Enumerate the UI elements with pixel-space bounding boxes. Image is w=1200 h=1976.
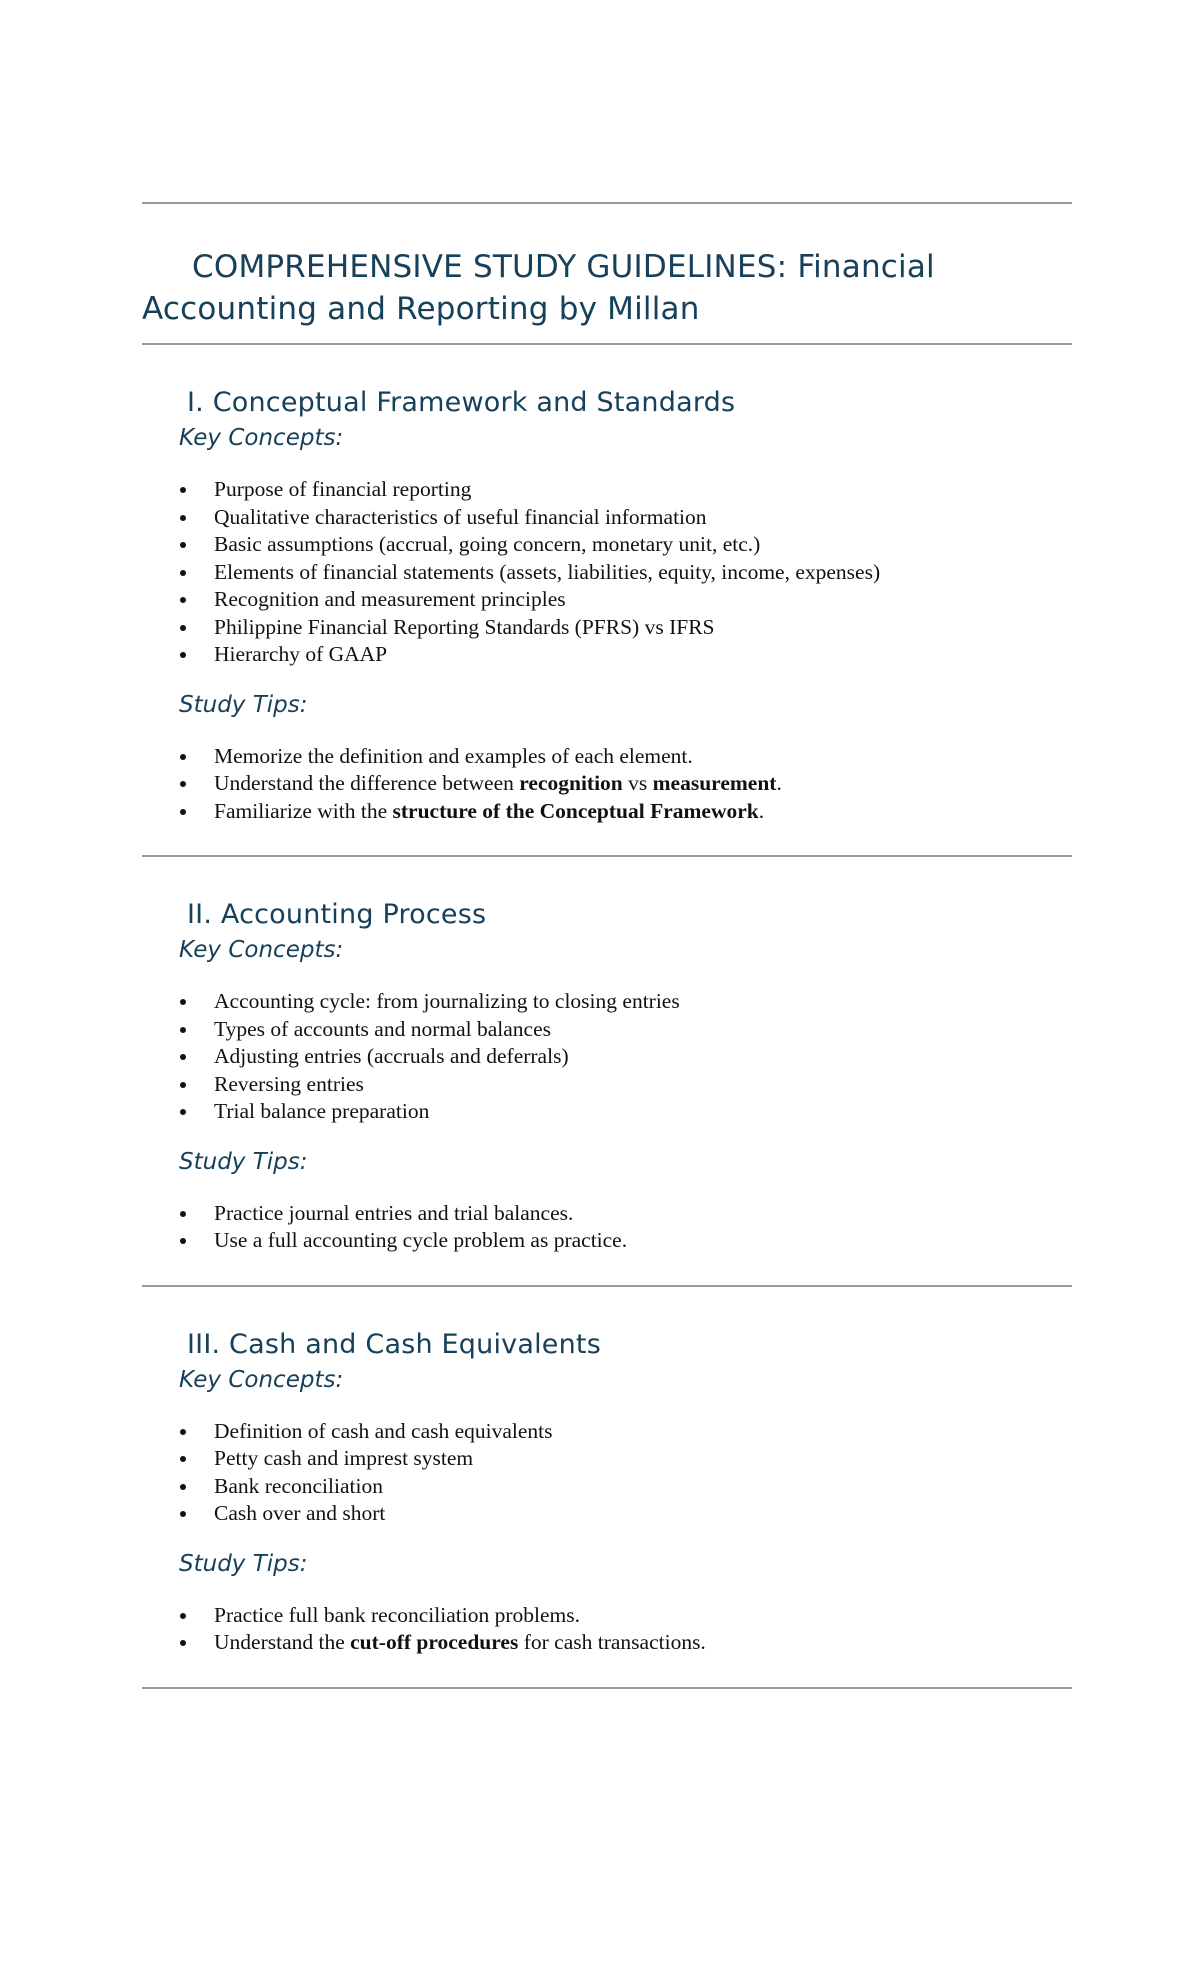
bullet-icon xyxy=(180,1456,186,1462)
bullet-icon xyxy=(180,999,186,1005)
bullet-icon xyxy=(180,652,186,658)
list-item: Familiarize with the structure of the Conceptual Framework. xyxy=(180,798,1072,826)
bullet-icon xyxy=(180,570,186,576)
list-item: Adjusting entries (accruals and deferrals) xyxy=(180,1043,1072,1071)
list-item: Reversing entries xyxy=(180,1071,1072,1099)
bullet-icon xyxy=(180,1054,186,1060)
bullet-icon xyxy=(180,515,186,521)
list-item: Elements of financial statements (assets, liabilities, equity, income, expenses) xyxy=(180,559,1072,587)
list-item: Practice full bank reconciliation problems. xyxy=(180,1602,1072,1630)
bullet-icon xyxy=(180,1082,186,1088)
list-item: Use a full accounting cycle problem as practice. xyxy=(180,1227,1072,1255)
bullet-icon xyxy=(180,781,186,787)
document-page xyxy=(142,0,1072,1689)
study-tips-label: Study Tips: xyxy=(179,691,308,718)
section-conceptual-framework xyxy=(142,385,1072,825)
key-concepts-list xyxy=(142,988,1072,1126)
bullet-icon xyxy=(180,597,186,603)
bullet-icon xyxy=(180,1640,186,1646)
list-item: Bank reconciliation xyxy=(180,1473,1072,1501)
bullet-icon xyxy=(180,1613,186,1619)
study-tips-list xyxy=(142,1602,1072,1657)
list-item: Philippine Financial Reporting Standards (PFRS) vs IFRS xyxy=(180,614,1072,642)
bullet-icon xyxy=(180,1429,186,1435)
bullet-icon xyxy=(180,1511,186,1517)
study-tips-label: Study Tips: xyxy=(179,1550,308,1577)
study-tips-list xyxy=(142,1200,1072,1255)
bullet-icon xyxy=(180,542,186,548)
bullet-icon xyxy=(180,754,186,760)
list-item: Purpose of financial reporting xyxy=(180,476,1072,504)
divider xyxy=(142,1687,1072,1689)
list-item: Qualitative characteristics of useful financial information xyxy=(180,504,1072,532)
list-item: Definition of cash and cash equivalents xyxy=(180,1418,1072,1446)
list-item: Cash over and short xyxy=(180,1500,1072,1528)
list-item: Understand the difference between recognition vs measurement. xyxy=(180,770,1072,798)
key-concepts-label: Key Concepts: xyxy=(179,425,344,451)
bullet-icon xyxy=(180,1484,186,1490)
key-concepts-label: Key Concepts: xyxy=(179,1366,344,1393)
bullet-icon xyxy=(180,1211,186,1217)
key-concepts-list xyxy=(142,1418,1072,1528)
bullet-icon xyxy=(180,1238,186,1244)
list-item: Memorize the definition and examples of each element. xyxy=(180,743,1072,771)
key-concepts-list xyxy=(142,476,1072,669)
bullet-icon xyxy=(180,487,186,493)
list-item: Accounting cycle: from journalizing to closing entries xyxy=(180,988,1072,1016)
list-item: Trial balance preparation xyxy=(180,1098,1072,1126)
section-heading: I. Conceptual Framework and Standards xyxy=(187,387,736,418)
bullet-icon xyxy=(180,1109,186,1115)
list-item: Hierarchy of GAAP xyxy=(180,641,1072,669)
list-item: Petty cash and imprest system xyxy=(180,1445,1072,1473)
section-heading: II. Accounting Process xyxy=(187,899,487,930)
bullet-icon xyxy=(180,625,186,631)
study-tips-label: Study Tips: xyxy=(179,1148,308,1175)
bullet-icon xyxy=(180,809,186,815)
list-item: Basic assumptions (accrual, going concern, monetary unit, etc.) xyxy=(180,531,1072,559)
section-cash-equivalents xyxy=(142,1327,1072,1657)
list-item: Practice journal entries and trial balances. xyxy=(180,1200,1072,1228)
list-item: Understand the cut-off procedures for cash transactions. xyxy=(180,1629,1072,1657)
list-item: Recognition and measurement principles xyxy=(180,586,1072,614)
study-tips-list xyxy=(142,743,1072,826)
section-heading: III. Cash and Cash Equivalents xyxy=(187,1328,601,1360)
bullet-icon xyxy=(180,1027,186,1033)
key-concepts-label: Key Concepts: xyxy=(179,937,344,963)
document-title: COMPREHENSIVE STUDY GUIDELINES: Financial Accounting and Reporting by Millan xyxy=(142,249,935,327)
list-item: Types of accounts and normal balances xyxy=(180,1016,1072,1044)
section-accounting-process xyxy=(142,897,1072,1255)
